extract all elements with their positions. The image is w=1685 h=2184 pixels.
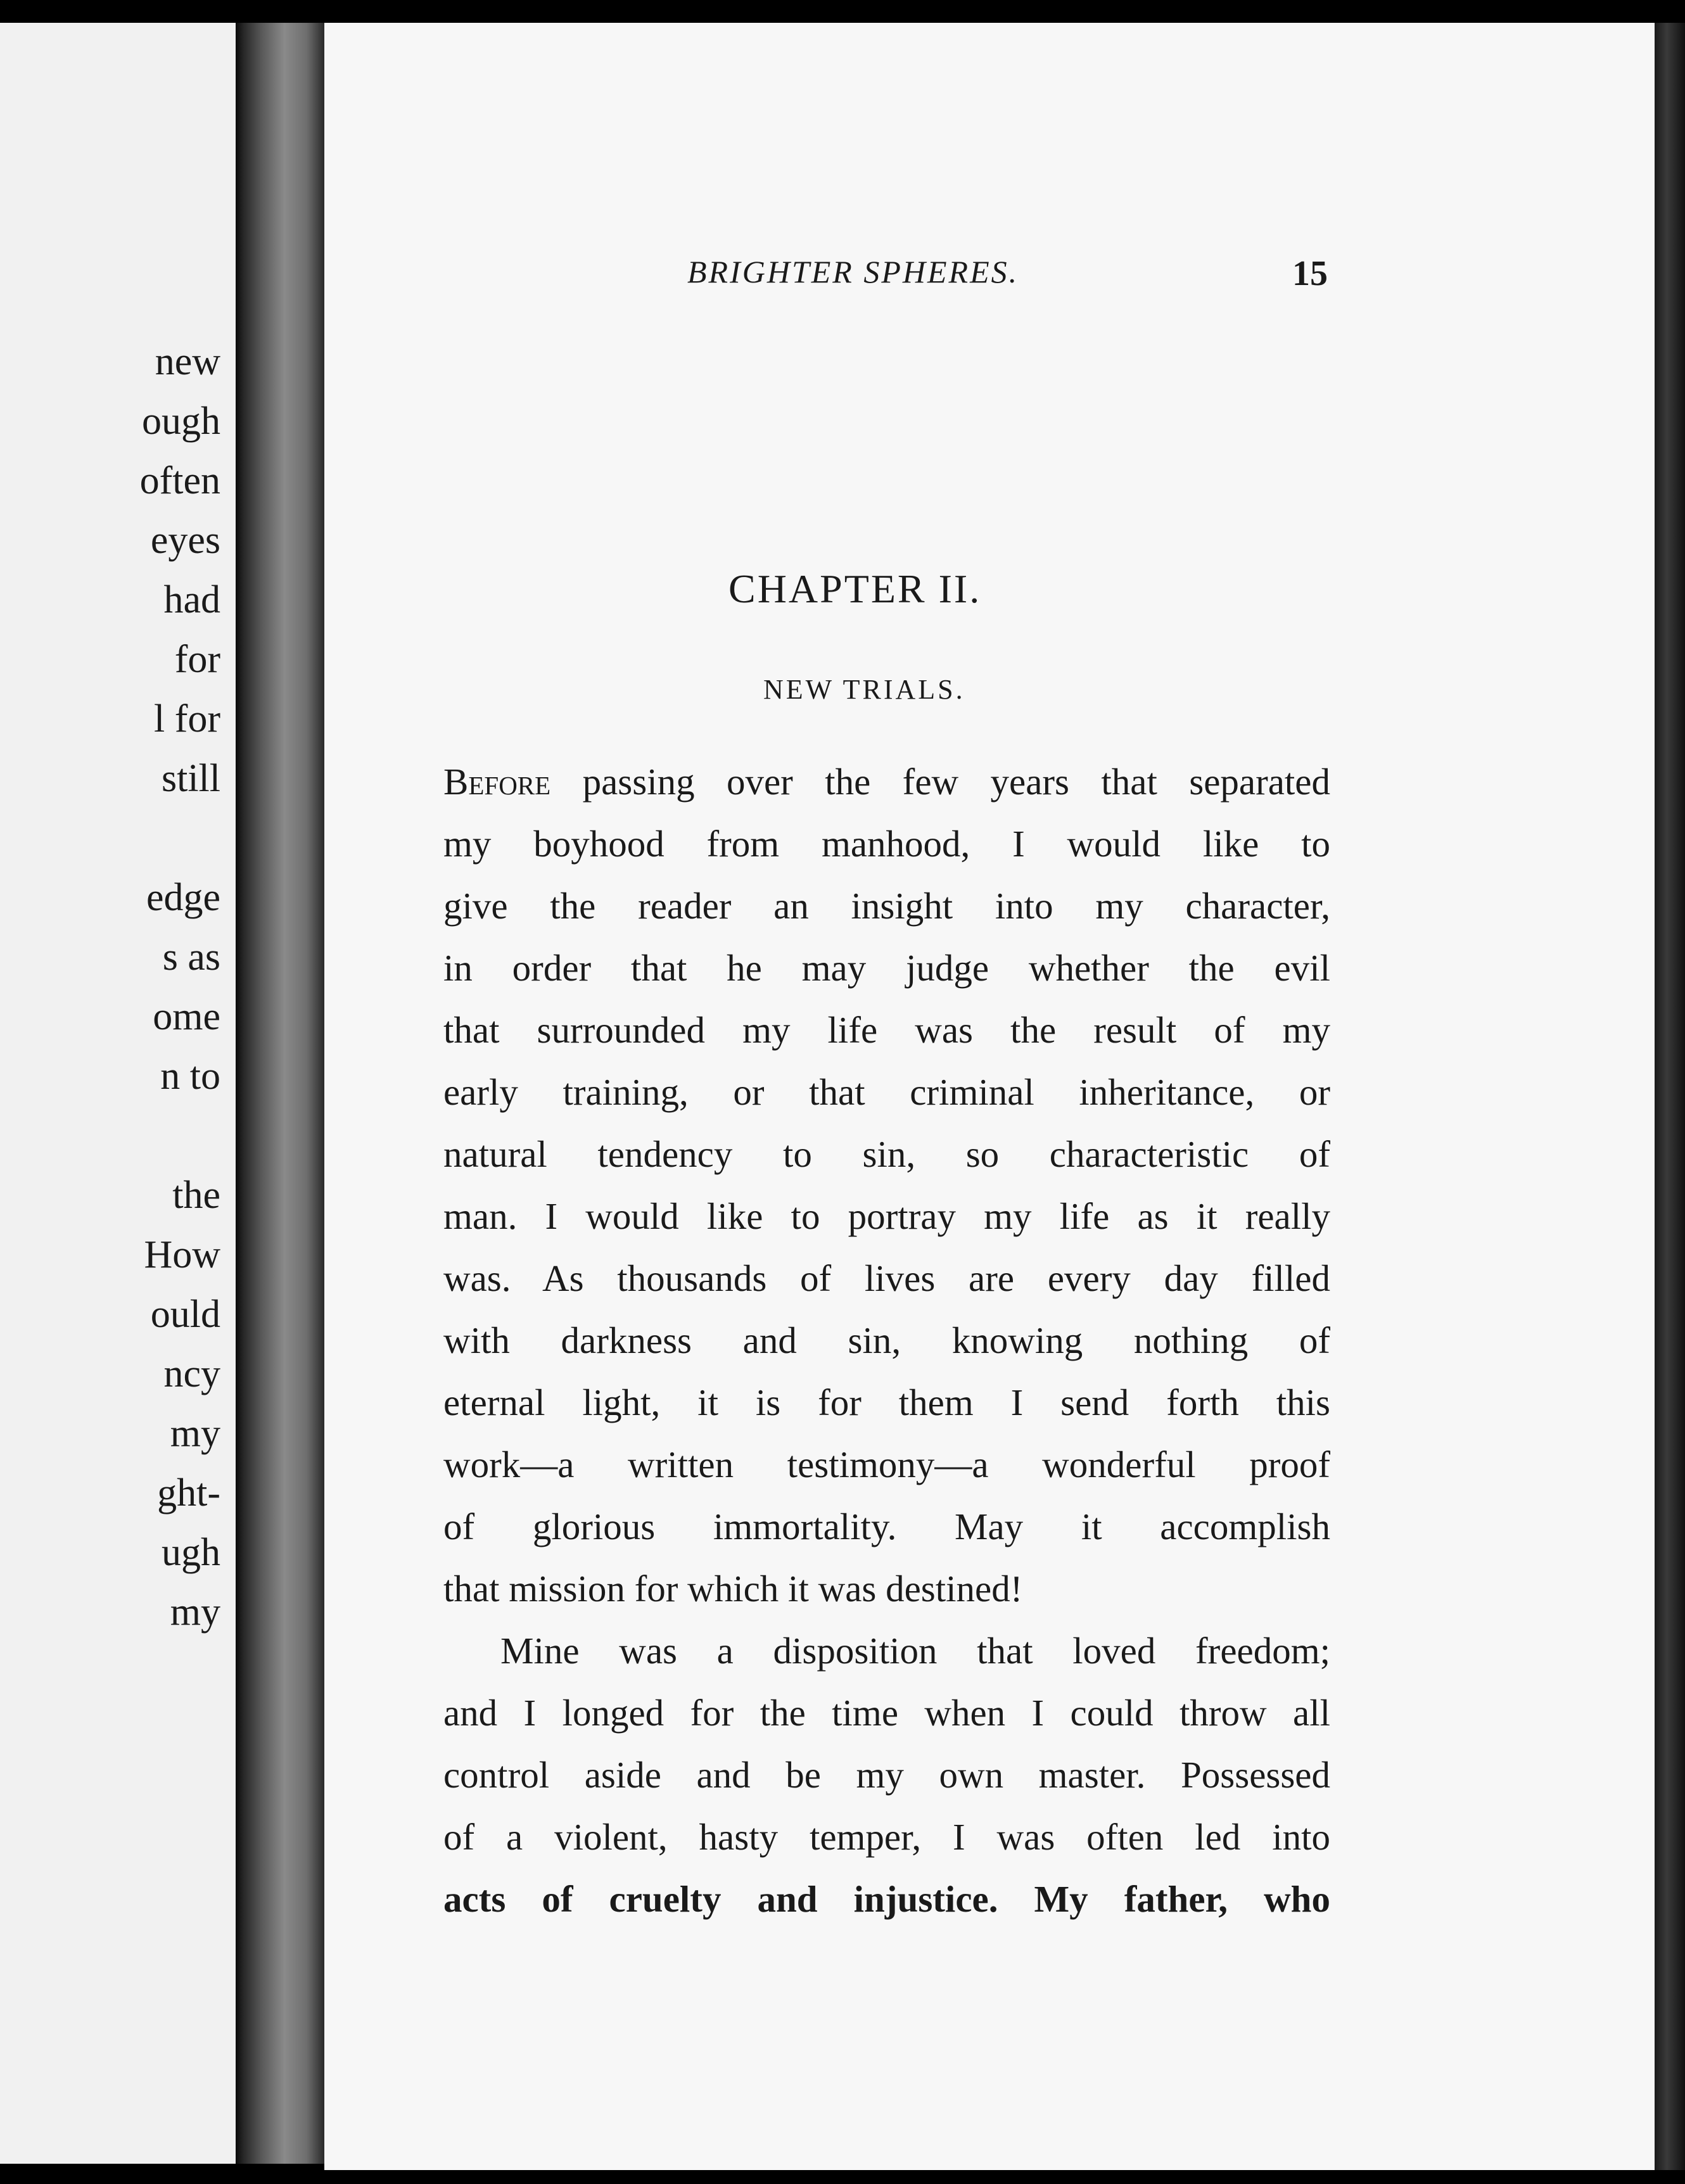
left-page-line: still — [161, 757, 220, 800]
left-page-line: eyes — [150, 519, 220, 562]
left-page-line: ould — [150, 1293, 220, 1336]
body-line: acts of cruelty and injustice. My father, who — [443, 1878, 1330, 1920]
left-page-line: ugh — [162, 1531, 220, 1574]
page-number: 15 — [1292, 254, 1328, 293]
chapter-subtitle: NEW TRIALS. — [763, 674, 965, 705]
body-line: give the reader an insight into my character, — [443, 885, 1330, 927]
left-page-line: s as — [162, 936, 220, 979]
left-page-line: the — [172, 1174, 220, 1217]
left-page-line: for — [174, 638, 220, 681]
left-page-line: had — [163, 578, 220, 621]
left-page-line: often — [139, 459, 220, 502]
left-page-line: n to — [160, 1055, 220, 1098]
body-line — [443, 763, 1330, 801]
body-line: was. As thousands of lives are every day filled — [443, 1257, 1330, 1299]
body-line: with darkness and sin, knowing nothing of — [443, 1319, 1330, 1361]
body-line: of a violent, hasty temper, I was often led into — [443, 1816, 1330, 1858]
left-page-line: ough — [142, 400, 220, 443]
body-line: and I longed for the time when I could throw all — [443, 1692, 1330, 1734]
left-facing-page — [0, 23, 236, 2164]
left-page-line: ncy — [163, 1352, 220, 1395]
body-line: control aside and be my own master. Possessed — [443, 1754, 1330, 1796]
book-gutter — [236, 23, 324, 2164]
body-line: man. I would like to portray my life as it really — [443, 1195, 1330, 1237]
body-line: Mine was a disposition that loved freedom; — [500, 1630, 1330, 1672]
body-line: in order that he may judge whether the evil — [443, 947, 1330, 989]
first-line-rest: passing over the few years that separated — [550, 761, 1330, 803]
body-line: that mission for which it was destined! — [443, 1568, 1023, 1609]
body-line: that surrounded my life was the result of my — [443, 1009, 1330, 1051]
left-page-line: my — [170, 1590, 220, 1634]
left-page-line: How — [144, 1233, 220, 1276]
body-line: early training, or that criminal inheritance, or — [443, 1071, 1330, 1113]
left-page-line: my — [170, 1412, 220, 1455]
chapter-title: CHAPTER II. — [728, 566, 982, 611]
right-page-edge — [1655, 23, 1685, 2170]
body-line: work—a written testimony—a wonderful proof — [443, 1444, 1330, 1485]
running-head: BRIGHTER SPHERES. — [687, 254, 1019, 289]
left-page-line: edge — [146, 876, 220, 919]
body-line: eternal light, it is for them I send forth this — [443, 1381, 1330, 1423]
first-word: Before — [443, 761, 551, 803]
left-page-line: l for — [153, 697, 220, 740]
left-page-line: ome — [153, 995, 220, 1038]
left-page-line: new — [155, 340, 220, 383]
body-line: of glorious immortality. May it accomplish — [443, 1506, 1330, 1547]
left-page-line: ght- — [157, 1471, 220, 1514]
body-line: my boyhood from manhood, I would like to — [443, 823, 1330, 865]
body-line: natural tendency to sin, so characteristic of — [443, 1133, 1330, 1175]
